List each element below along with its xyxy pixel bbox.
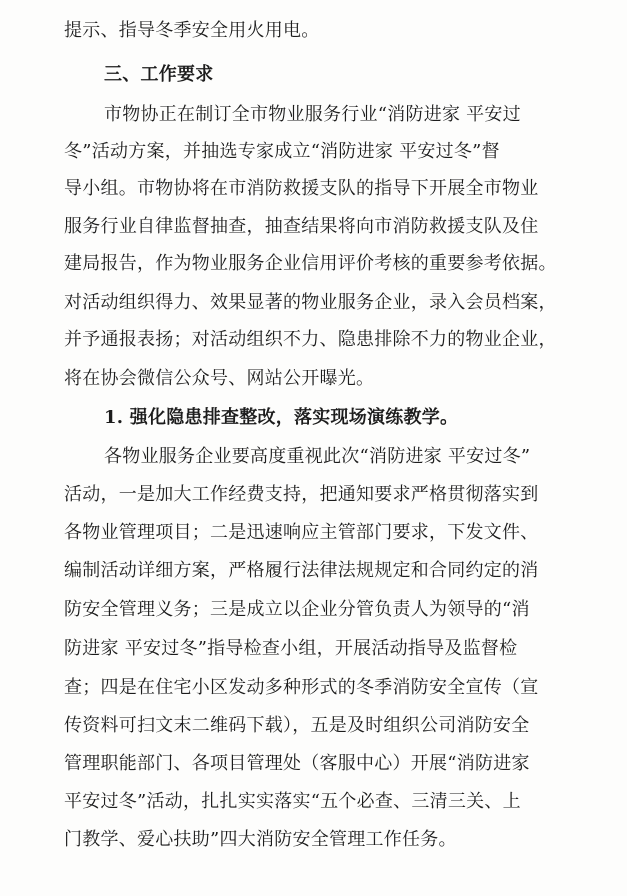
text-line: 平安过冬”活动，扎扎实实落实“五个必查、三清三关、上 [64, 791, 521, 812]
text-line: 防安全管理义务；三是成立以企业分管负责人为领导的“消 [64, 599, 530, 620]
text-line: 冬”活动方案，并抽选专家成立“消防进家 平安过冬”督 [64, 141, 500, 162]
text-line: 门教学、爱心扶助”四大消防安全管理工作任务。 [64, 829, 457, 850]
text-line: 防进家 平安过冬”指导检查小组，开展活动指导及监督检 [64, 638, 518, 659]
text-line: 提示、指导冬季安全用火用电。 [64, 20, 320, 41]
text-line: 活动，一是加大工作经费支持，把通知要求严格贯彻落实到 [64, 484, 539, 505]
text-line: 并予通报表扬；对活动组织不力、隐患排除不力的物业企业， [64, 329, 557, 350]
text-line: 将在协会微信公众号、网站公开曝光。 [64, 368, 375, 389]
text-line: 传资料可扫文末二维码下载），五是及时组织公司消防安全 [64, 715, 530, 736]
text-line: 各物业管理项目；二是迅速响应主管部门要求，下发文件、 [64, 522, 539, 543]
text-line: 建局报告，作为物业服务企业信用评价考核的重要参考依据。 [64, 253, 557, 274]
text-line: 市物协正在制订全市物业服务行业“消防进家 平安过 [104, 104, 521, 125]
text-line: 各物业服务企业要高度重视此次“消防进家 平安过冬” [104, 446, 531, 467]
subsection-heading: 1. 强化隐患排查整改，落实现场演练教学。 [104, 407, 459, 428]
text-line: 管理职能部门、各项目管理处（客服中心）开展“消防进家 [64, 753, 530, 774]
text-line: 导小组。市物协将在市消防救援支队的指导下开展全市物业 [64, 178, 539, 199]
text-line: 对活动组织得力、效果显著的物业服务企业，录入会员档案， [64, 292, 557, 313]
text-line: 编制活动详细方案，严格履行法律法规规定和合同约定的消 [64, 560, 539, 581]
text-line: 服务行业自律监督抽查，抽查结果将向市消防救援支队及住 [64, 216, 539, 237]
section-heading: 三、工作要求 [104, 64, 214, 85]
text-line: 查；四是在住宅小区发动多种形式的冬季消防安全宣传（宣 [64, 677, 539, 698]
